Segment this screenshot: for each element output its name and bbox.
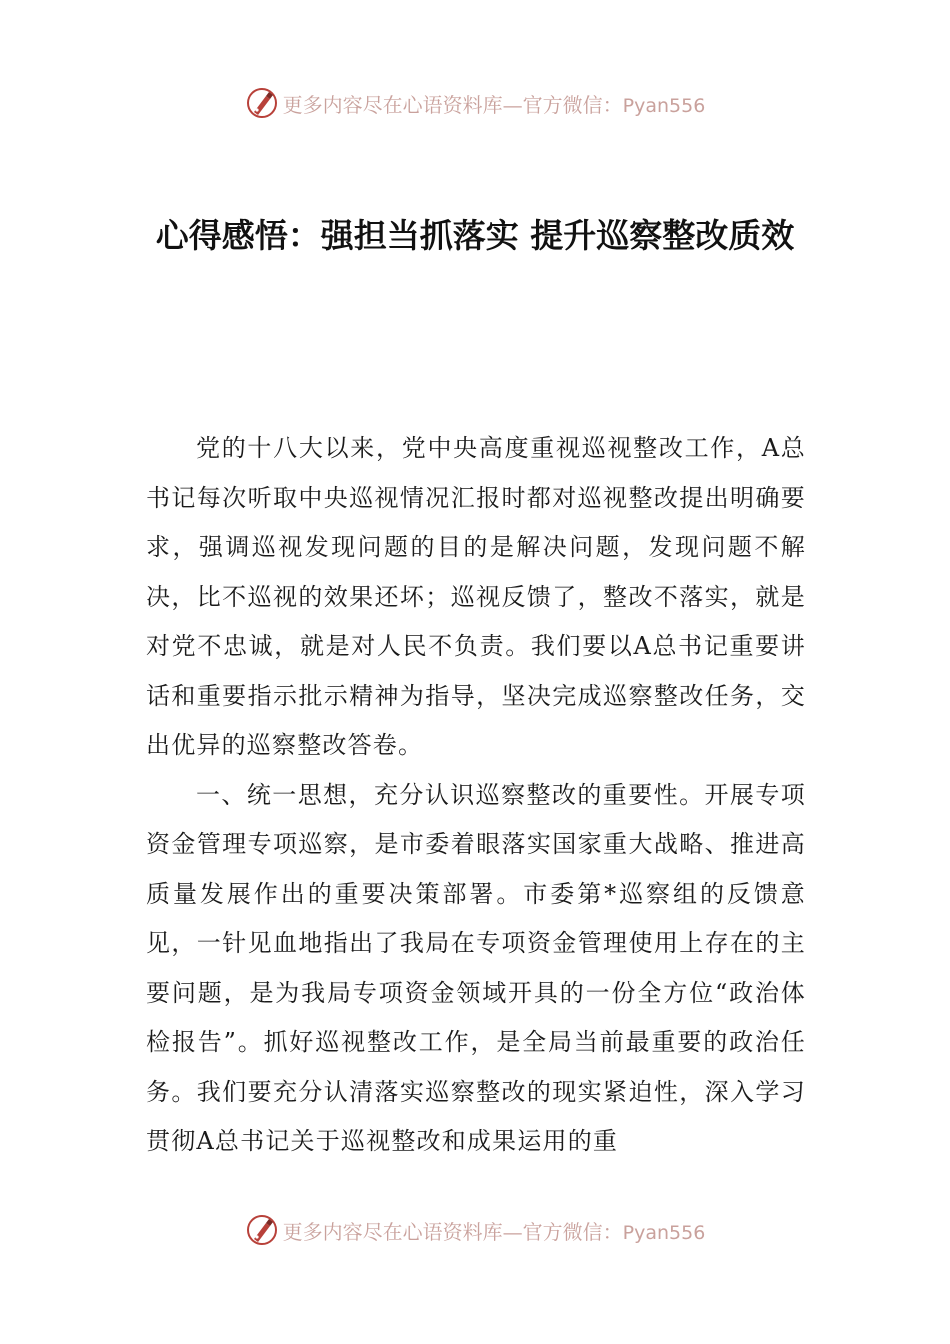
paragraph-section-one: 一、统一思想，充分认识巡察整改的重要性。开展专项资金管理专项巡察，是市委着眼落实国家重大战略、推进高质量发展作出的重要决策部署。市委第*巡察组的反馈意见，一针见血地指出了我局在专项资金管理使用上存在的主要问题，是为我局专项资金领域开具的一份全方位“政治体检报告”。抓好巡视整改工作，是全局当前最重要的政治任务。我们要充分认清落实巡察整改的现实紧迫性，深入学习贯彻A总书记关于巡视整改和成果运用的重: [146, 780, 806, 1155]
pen-nib-logo-icon: [245, 1213, 279, 1247]
bottom-watermark-banner: [0, 1210, 950, 1250]
document-title: 心得感悟：强担当抓落实 提升巡察整改质效: [155, 216, 795, 255]
paragraph-intro: 党的十八大以来，党中央高度重视巡视整改工作，A总书记每次听取中央巡视情况汇报时都对巡视整改提出明确要求，强调巡视发现问题的目的是解决问题，发现问题不解决，比不巡视的效果还坏；巡视反馈了，整改不落实，就是对党不忠诚，就是对人民不负责。我们要以A总书记重要讲话和重要指示批示精神为指导，坚决完成巡察整改任务，交出优异的巡察整改答卷。: [146, 434, 806, 759]
watermark-text: 更多内容尽在心语资料库—官方微信：Pyan556: [282, 92, 706, 117]
top-watermark-banner: [0, 83, 950, 123]
watermark-text: 更多内容尽在心语资料库—官方微信：Pyan556: [282, 1219, 706, 1244]
document-body: [146, 424, 806, 1167]
pen-nib-logo-icon: [245, 86, 279, 120]
wechat-id: Pyan556: [622, 1221, 706, 1244]
wechat-id: Pyan556: [622, 94, 706, 117]
